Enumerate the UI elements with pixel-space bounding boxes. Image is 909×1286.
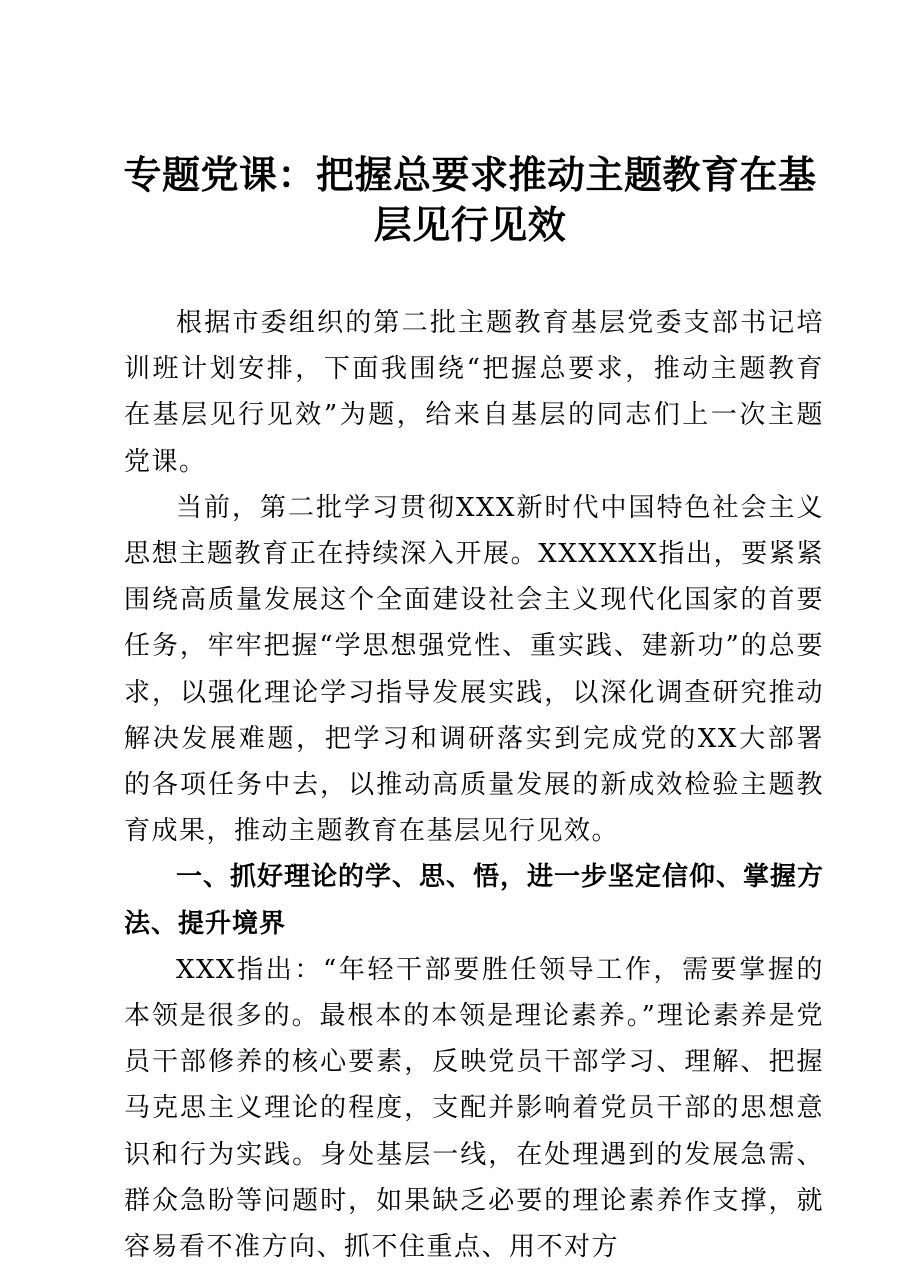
section-paragraph-1: XXX指出：“年轻干部要胜任领导工作，需要掌握的本领是很多的。最根本的本领是理论素养。”理论素养是党员干部修养的核心要素，反映党员干部学习、理解、把握马克思主义理论的程度，支配并影响着党员干部的思想意识和行为实践。身处基层一线，在处理遇到的发展急需、群众急盼等问题时，如果缺乏必要的理论素养作支撑，就容易看不准方向、抓不住重点、用不对方 [124,954,824,1263]
intro-paragraph: 根据市委组织的第二批主题教育基层党委支部书记培训班计划安排，下面我围绕“把握总要求，推动主题教育在基层见行见效”为题，给来自基层的同志们上一次主题党课。 [124,308,824,477]
document-title: 专题党课：把握总要求推动主题教育在基层见行见效 [123,152,817,247]
context-paragraph: 当前，第二批学习贯彻XXX新时代中国特色社会主义思想主题教育正在持续深入开展。XXXXXX指出，要紧紧围绕高质量发展这个全面建设社会主义现代化国家的首要任务，牢牢把握“学思想强党性、重实践、建新功”的总要求，以强化理论学习指导发展实践，以深化调查研究推动解决发展难题，把学习和调研落实到完成党的XX大部署的各项任务中去，以推动高质量发展的新成效检验主题教育成果，推动主题教育在基层见行见效。 [124,492,824,847]
section-heading-1: 一、抓好理论的学、思、悟，进一步坚定信仰、掌握方法、提升境界 [124,862,825,939]
document-body [124,300,824,1270]
